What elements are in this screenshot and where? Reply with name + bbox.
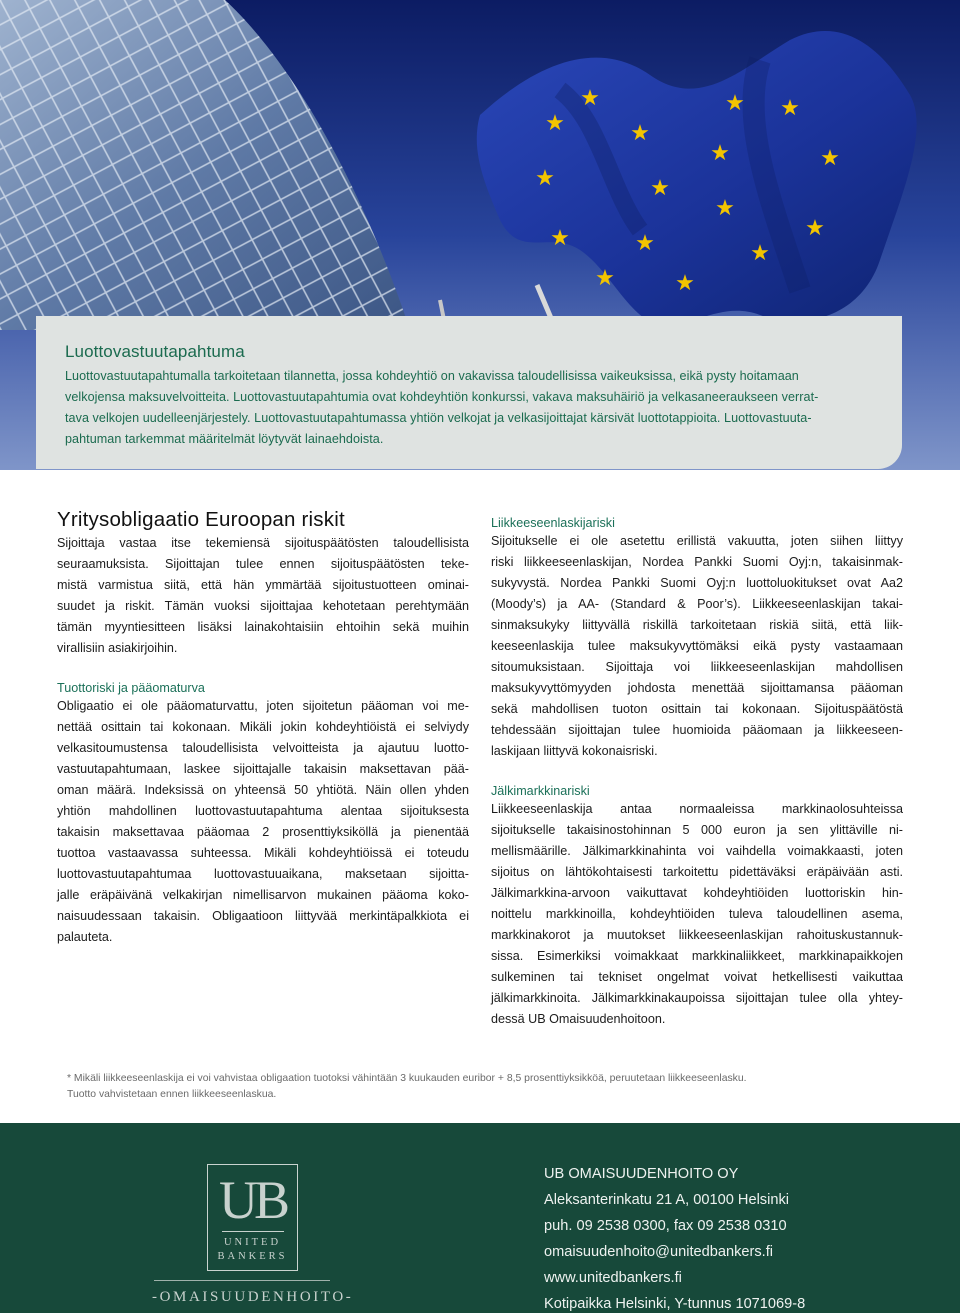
subsection-heading: Tuottoriski ja pääomaturva — [57, 681, 205, 695]
text-line: tehdessään sijoittajan tulee huomioida pääomaan ja liikkeeseen- — [491, 723, 903, 737]
section-heading: Yritysobligaatio Euroopan riskit — [57, 508, 345, 531]
definition-title: Luottovastuutapahtuma — [65, 342, 245, 361]
text-line: sinmaksukyky liittyvällä riskillä tarkoitetaan riskiä siitä, että liik- — [491, 618, 903, 632]
svg-text:★: ★ — [780, 96, 800, 121]
contact-block — [544, 1161, 805, 1313]
text-line: sitoumuksistaan. Sijoittaja voi liikkeeseenlaskijan mahdollisen — [491, 660, 903, 674]
definition-line: Luottovastuutapahtumalla tarkoitetaan tilannetta, jossa kohdeyhtiö on vakavissa taloudellisissa vaikeuksissa, eikä pysty hoitamaan — [65, 369, 799, 383]
logo-text-united: UNITED — [223, 1237, 282, 1248]
text-line: virallisiin asiakirjoihin. — [57, 641, 178, 655]
text-line: sissa. Esimerkiksi voimakkaat markkinaliikkeet, markkinapaikkojen — [491, 949, 903, 963]
capital-risk-paragraph — [57, 696, 469, 948]
svg-text:★: ★ — [805, 216, 825, 241]
text-line: dessä UB Omaisuudenhoitoon. — [491, 1012, 666, 1026]
footer — [0, 1123, 960, 1313]
text-line: mellismäärille. Jälkimarkkinahinta voi vaihdella voimakkaasti, joten — [491, 844, 903, 858]
text-line: sulkeminen tai tekniset ongelmat voivat hetkellisesti vaikuttaa — [491, 970, 903, 984]
svg-text:★: ★ — [650, 176, 670, 201]
text-line: jalle eräpäivänä velkakirjan nimellisarvon mukainen pääoma koko- — [57, 888, 469, 902]
text-line: oman määrä. Indeksissä on yhteensä 50 yhtiötä. Näin ollen yhden — [57, 783, 469, 797]
text-line: mistä varmistua siitä, että hän ymmärtää sijoitustuotteen ominai- — [57, 578, 469, 592]
subsection-heading: Liikkeeseenlaskijariski — [491, 516, 615, 530]
definition-line: velkojensa maksuvelvoitteita. Luottovastuutapahtumia ovat kohdeyhtiön konkurssi, vakava maksuhäiriö ja velkasaneeraukseen verrat- — [65, 390, 819, 404]
text-line: laskijaan liittyvä kokonaisriski. — [491, 744, 658, 758]
svg-text:★: ★ — [750, 241, 770, 266]
text-line: sekä mahdollisen tuoton osittain tai kokonaan. Sijoituspäätöstä — [491, 702, 903, 716]
text-line: yhtiön mahdollinen luottovastuutapahtuma alentaa sijoituksesta — [57, 804, 469, 818]
company-phone: puh. 09 2538 0300, fax 09 2538 0310 — [544, 1218, 787, 1234]
company-name: UB OMAISUUDENHOITO OY — [544, 1166, 739, 1182]
text-line: seuraamuksista. Sijoittajan tulee ennen sijoituspäätösten teke- — [57, 557, 469, 571]
text-line: tuottoa vastaavassa suhteessa. Mikäli kohdeyhtiöissä ei toteudu — [57, 846, 469, 860]
subsection-heading: Jälkimarkkinariski — [491, 784, 590, 798]
text-line: sijoitukselle takaisinostohinnan 5 000 euron ja sen ylittäville ni- — [491, 823, 903, 837]
company-email[interactable]: omaisuudenhoito@unitedbankers.fi — [544, 1244, 774, 1260]
svg-text:★: ★ — [550, 226, 570, 251]
svg-text:★: ★ — [675, 271, 695, 296]
logo-mark: UB — [218, 1170, 286, 1230]
text-line: velkasitoumustensa taloudellisista velvoitteista ja ajautuu luotto- — [57, 741, 469, 755]
text-line: vastuutapahtumaan, laskee sijoittajalle takaisin maksettavan pää- — [57, 762, 469, 776]
svg-text:★: ★ — [595, 266, 615, 291]
text-line: nettää osittain tai kokonaan. Mikäli jokin kohdeyhtiöistä ei selviydy — [57, 720, 469, 734]
logo-tagline: -OMAISUUDENHOITO- — [152, 1289, 354, 1305]
text-line: Sijoittaja vastaa itse tekemiensä sijoituspäätösten taloudellisista — [57, 536, 469, 550]
text-line: palauteta. — [57, 930, 113, 944]
text-line: Sijoitukselle ei ole asetettu erillistä vakuutta, joten siihen liittyy — [491, 534, 903, 548]
text-line: markkinakorot ja muutokset liikkeeseenlaskijan rahoituskustannuk- — [491, 928, 903, 942]
company-address: Aleksanterinkatu 21 A, 00100 Helsinki — [544, 1192, 790, 1208]
footnote — [67, 1071, 917, 1102]
definition-text — [65, 366, 876, 450]
text-line: maksukyvyttömyyden johdosta menettää sijoittamansa pääoman — [491, 681, 903, 695]
left-column — [57, 508, 469, 948]
footnote-line: Tuotto vahvistetaan ennen liikkeeseenlaskua. — [67, 1088, 277, 1100]
right-column — [491, 508, 903, 1030]
text-line: Obligaatio ei ole pääomaturvattu, joten sijoitetun pääoman voi me- — [57, 699, 469, 713]
svg-text:★: ★ — [710, 141, 730, 166]
svg-text:★: ★ — [580, 86, 600, 111]
company-registration: Kotipaikka Helsinki, Y-tunnus 1071069-8 — [544, 1296, 806, 1312]
svg-text:★: ★ — [635, 231, 655, 256]
text-line: luottovastuutapahtumaa luottovastuuaikana, maksetaan sijoitta- — [57, 867, 469, 881]
svg-text:★: ★ — [535, 166, 555, 191]
text-line: tämän myyntiesitteen lisäksi lainakohtaisiin ehtoihin sekä muihin — [57, 620, 469, 634]
svg-text:★: ★ — [715, 196, 735, 221]
united-bankers-logo — [207, 1164, 298, 1271]
secondary-market-paragraph — [491, 799, 903, 1030]
text-line: jälkimarkkinoita. Jälkimarkkinakaupoissa sijoittajan tulee olla yhtey- — [491, 991, 903, 1005]
logo-rule — [154, 1280, 330, 1281]
intro-paragraph — [57, 533, 469, 659]
text-line: suudet ja riskit. Tämän vuoksi sijoittajaa kehotetaan perehtymään — [57, 599, 469, 613]
text-line: Jälkimarkkina-arvoon vaikuttavat kohdeyhtiöiden luottoriskin hin- — [491, 886, 903, 900]
text-line: keeseenlaskija tulee maksukyvyttömäksi eikä pysty vastaamaan — [491, 639, 903, 653]
definition-box — [36, 316, 902, 469]
svg-text:★: ★ — [820, 146, 840, 171]
text-line: takaisin maksettavaa pääomaa 2 prosenttiyksiköllä ja pienentää — [57, 825, 469, 839]
definition-line: tava velkojen uudelleenjärjestely. Luottovastuutapahtumassa yhtiön velkojat ja velkasijoittajat kärsivät luottotappioita. Luottovastuuta- — [65, 411, 812, 425]
definition-line: pahtuman tarkemmat määritelmät löytyvät lainaehdoista. — [65, 432, 384, 446]
svg-text:★: ★ — [630, 121, 650, 146]
text-line: sukyvystä. Nordea Pankki Suomi Oyj:n luottoluokitukset ovat Aa2 — [491, 576, 903, 590]
svg-text:★: ★ — [545, 111, 565, 136]
issuer-risk-paragraph — [491, 531, 903, 762]
footnote-line: * Mikäli liikkeeseenlaskija ei voi vahvistaa obligaation tuotoksi vähintään 3 kuukauden euribor + 8,5 prosenttiyksikköä, peruutetaan liikkeeseenlasku. — [67, 1073, 747, 1084]
text-line: noittelu markkinoilla, kohdeyhtiöiden tuleva taloudellinen asema, — [491, 907, 903, 921]
text-line: riski liikkeeseenlaskijan, Nordea Pankki Suomi Oyj:n, takaisinmak- — [491, 555, 903, 569]
svg-text:★: ★ — [725, 91, 745, 116]
company-website[interactable]: www.unitedbankers.fi — [544, 1270, 682, 1286]
text-line: Liikkeeseenlaskija antaa normaaleissa markkinaolosuhteissa — [491, 802, 903, 816]
text-line: naisuudessaan takaisin. Obligaatioon liittyvää merkintäpalkkiota ei — [57, 909, 469, 923]
logo-divider — [222, 1231, 284, 1232]
text-line: (Moody’s) ja AA- (Standard & Poor’s). Liikkeeseenlaskijan takai- — [491, 597, 903, 611]
text-line: sijoitus on lähtökohtaisesti tarkoitettu pidettäväksi eräpäivään asti. — [491, 865, 903, 879]
logo-text-bankers: BANKERS — [217, 1251, 288, 1262]
